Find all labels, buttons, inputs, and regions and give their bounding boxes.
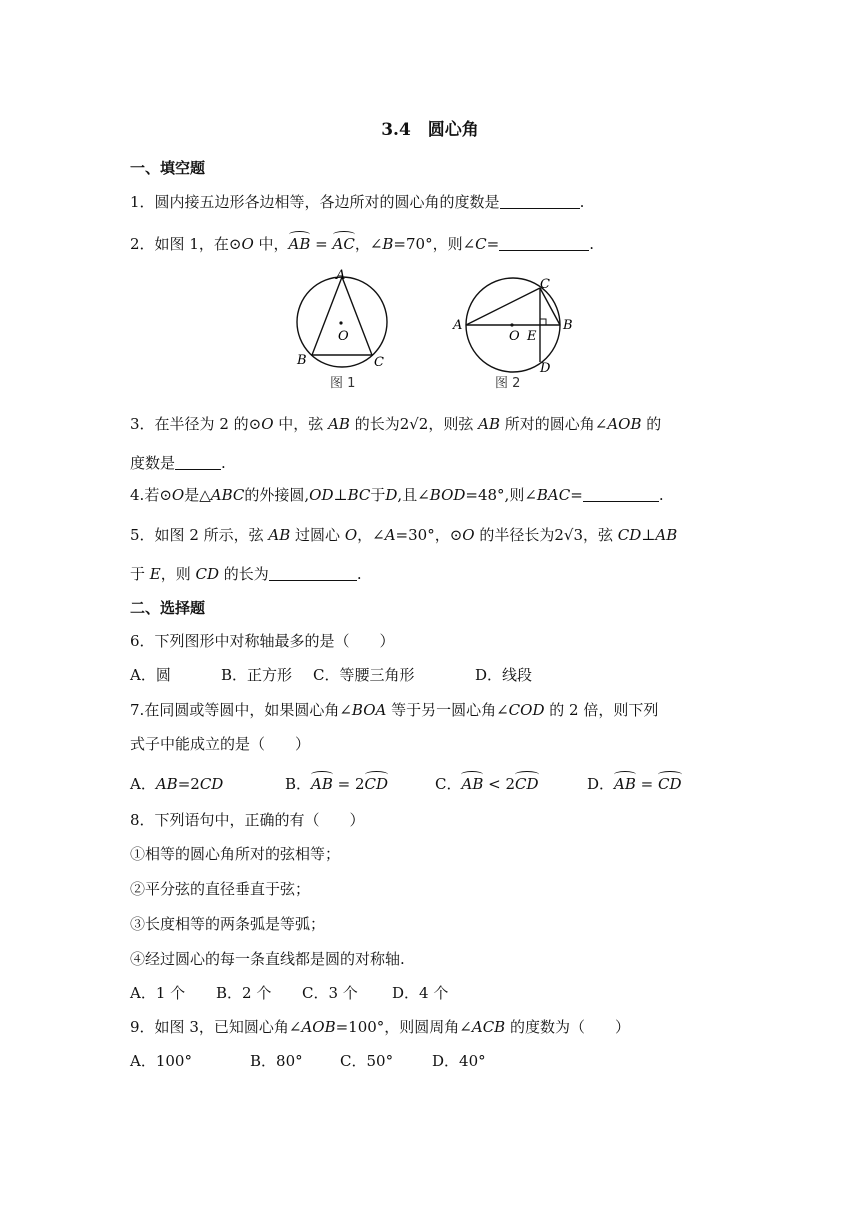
q5-text-7: ⊥ bbox=[641, 526, 656, 544]
q9-option-d: D．40° bbox=[432, 1052, 486, 1070]
q5-text-5: 的半径长为2 bbox=[474, 526, 564, 544]
q3-sqrt: √2 bbox=[409, 415, 429, 433]
q5-line-2-text-c: 的长为 bbox=[219, 565, 269, 583]
q4-text-2: 是△ bbox=[184, 486, 211, 504]
q8-statement-2: ②平分弦的直径垂直于弦； bbox=[130, 880, 311, 898]
question-3 bbox=[130, 413, 661, 434]
q7-option-d-arc-cd: CD bbox=[658, 775, 682, 793]
q7-option-c-label: C． bbox=[435, 775, 462, 793]
q3-text-5: 所对的圆心角∠ bbox=[499, 415, 608, 433]
q7-option-d-eq: = bbox=[635, 775, 658, 793]
q7-text-2: 等于另一圆心角∠ bbox=[386, 701, 509, 719]
q4-var-abc: ABC bbox=[210, 486, 245, 504]
q8-text: 下列语句中，正确的有（ ） bbox=[154, 811, 365, 829]
q9-option-a: A．100° bbox=[130, 1052, 192, 1070]
q4-text-6: ,且∠ bbox=[397, 486, 430, 504]
question-1 bbox=[130, 191, 584, 212]
q5-blank bbox=[269, 566, 357, 581]
q6-number: 6． bbox=[130, 632, 155, 650]
question-4 bbox=[130, 484, 664, 505]
q6-option-b: B．正方形 bbox=[221, 666, 293, 684]
q8-statement-3: ③长度相等的两条弧是等弧； bbox=[130, 915, 326, 933]
q2-arc-ac: AC bbox=[332, 235, 355, 253]
q2-equals: = bbox=[310, 235, 333, 253]
q8-option-b: B．2 个 bbox=[216, 984, 272, 1002]
fig1-center-dot bbox=[339, 321, 342, 324]
q7-option-b-eq: = 2 bbox=[332, 775, 365, 793]
question-5 bbox=[130, 524, 677, 545]
q9-number: 9． bbox=[130, 1018, 155, 1036]
q5-var-o-2: O bbox=[462, 526, 475, 544]
q7-option-a-eq: =2 bbox=[177, 775, 200, 793]
q2-number: 2． bbox=[130, 235, 155, 253]
q3-text-4: ，则弦 bbox=[428, 415, 479, 433]
question-6 bbox=[130, 630, 395, 651]
q8-option-d: D．4 个 bbox=[392, 984, 449, 1002]
q5-line-2-text-b: ，则 bbox=[160, 565, 196, 583]
q4-text-4: ⊥ bbox=[333, 486, 348, 504]
q3-text-1: 在半径为 2 的⊙ bbox=[154, 415, 262, 433]
q6-option-a: A．圆 bbox=[130, 666, 171, 684]
q5-var-a: A bbox=[384, 526, 396, 544]
q1-number: 1． bbox=[130, 193, 155, 211]
question-8 bbox=[130, 809, 365, 830]
q5-var-ab-2: AB bbox=[655, 526, 678, 544]
question-7 bbox=[130, 699, 658, 720]
fig1-caption: 图 1 bbox=[330, 376, 356, 391]
q7-option-b bbox=[285, 773, 435, 794]
q1-text: 圆内接五边形各边相等，各边所对的圆心角的度数是 bbox=[154, 193, 500, 211]
q5-var-e: E bbox=[149, 565, 161, 583]
q3-var-o: O bbox=[261, 415, 274, 433]
q3-blank bbox=[175, 455, 221, 470]
q5-var-o: O bbox=[344, 526, 358, 544]
figure-1 bbox=[290, 266, 400, 392]
fig2-label-o: O bbox=[509, 329, 520, 344]
fig1-label-o: O bbox=[338, 329, 349, 344]
q4-text-8: = bbox=[570, 486, 583, 504]
q9-text-3: 的度数为（ ） bbox=[505, 1018, 630, 1036]
question-2 bbox=[130, 233, 594, 254]
q7-var-boa: BOA bbox=[351, 701, 387, 719]
q5-var-cd: CD bbox=[617, 526, 642, 544]
question-6-options bbox=[130, 664, 532, 685]
question-3-line-2 bbox=[130, 452, 226, 473]
question-9-options bbox=[130, 1050, 486, 1071]
q7-option-d bbox=[587, 773, 682, 794]
q4-var-d: D bbox=[385, 486, 398, 504]
q7-option-d-label: D． bbox=[587, 775, 615, 793]
q7-number: 7. bbox=[130, 701, 145, 719]
q5-text-3: ，∠ bbox=[357, 526, 385, 544]
q7-option-b-arc-ab: AB bbox=[311, 775, 333, 793]
q2-text-2: 中， bbox=[253, 235, 289, 253]
q6-text: 下列图形中对称轴最多的是（ ） bbox=[154, 632, 395, 650]
question-8-options bbox=[130, 982, 448, 1003]
q7-option-a-cd: CD bbox=[199, 775, 224, 793]
q7-option-c-arc-ab: AB bbox=[461, 775, 484, 793]
q9-var-acb: ACB bbox=[471, 1018, 506, 1036]
fig2-right-angle-mark bbox=[540, 319, 546, 325]
q7-option-c-arc-cd: CD bbox=[515, 775, 539, 793]
q4-end: . bbox=[658, 486, 664, 504]
q3-text-3: 的长为2 bbox=[349, 415, 410, 433]
q8-statement-1: ①相等的圆心角所对的弦相等； bbox=[130, 845, 341, 863]
q7-line-2-text: 式子中能成立的是（ ） bbox=[130, 735, 311, 753]
fig2-chord-ac bbox=[466, 288, 540, 325]
question-7-line-2 bbox=[130, 733, 310, 754]
q7-option-b-arc-cd: CD bbox=[364, 775, 389, 793]
q1-blank bbox=[500, 194, 580, 209]
q3-var-ab: AB bbox=[328, 415, 350, 433]
q9-option-c: C．50° bbox=[340, 1052, 394, 1070]
q7-var-cod: COD bbox=[508, 701, 545, 719]
q8-statement-4: ④经过圆心的每一条直线都是圆的对称轴. bbox=[130, 950, 405, 968]
q4-text-3: 的外接圆, bbox=[244, 486, 310, 504]
q9-text-1: 如图 3，已知圆心角∠ bbox=[154, 1018, 302, 1036]
q4-var-bod: BOD bbox=[429, 486, 466, 504]
q4-text-1: 若⊙ bbox=[144, 486, 172, 504]
q7-option-a bbox=[130, 773, 285, 794]
q2-var-c: C bbox=[475, 235, 487, 253]
q9-var-aob: AOB bbox=[301, 1018, 336, 1036]
q4-var-od: OD bbox=[309, 486, 334, 504]
fig2-label-d: D bbox=[540, 361, 551, 376]
q5-text-2: 过圆心 bbox=[290, 526, 345, 544]
q7-option-b-label: B． bbox=[285, 775, 312, 793]
q7-option-c bbox=[435, 773, 587, 794]
fig1-label-b: B bbox=[297, 353, 307, 368]
q9-text-2: =100°，则圆周角∠ bbox=[335, 1018, 472, 1036]
q1-end: . bbox=[579, 193, 585, 211]
fig2-label-b: B bbox=[563, 318, 573, 333]
question-9 bbox=[130, 1016, 630, 1037]
fig1-label-c: C bbox=[374, 355, 384, 370]
q3-end: . bbox=[221, 454, 226, 472]
q7-option-c-eq: < 2 bbox=[483, 775, 515, 793]
q3-var-ab-2: AB bbox=[478, 415, 500, 433]
q3-line-2-text: 度数是 bbox=[130, 454, 176, 472]
q2-var-b: B bbox=[382, 235, 394, 253]
q5-text-1: 如图 2 所示，弦 bbox=[154, 526, 269, 544]
q2-var-o: O bbox=[241, 235, 254, 253]
q4-var-o: O bbox=[171, 486, 185, 504]
q4-var-bac: BAC bbox=[536, 486, 571, 504]
q5-var-ab: AB bbox=[268, 526, 291, 544]
q6-option-d: D．线段 bbox=[475, 666, 533, 684]
q4-number: 4. bbox=[130, 486, 145, 504]
question-5-line-2 bbox=[130, 563, 362, 584]
figure-2 bbox=[450, 266, 580, 392]
q2-text-3: ，∠ bbox=[354, 235, 383, 253]
q4-var-bc: BC bbox=[347, 486, 371, 504]
q8-option-a: A．1 个 bbox=[130, 984, 186, 1002]
fig2-center-dot bbox=[510, 323, 513, 326]
q7-text-3: 的 2 倍，则下列 bbox=[544, 701, 659, 719]
fig2-caption: 图 2 bbox=[495, 376, 521, 391]
q5-text-6: ，弦 bbox=[583, 526, 618, 544]
section-fill-in: 一、填空题 bbox=[130, 159, 206, 177]
q7-option-a-label: A． bbox=[130, 775, 156, 793]
q2-end: . bbox=[589, 235, 594, 253]
q7-option-d-arc-ab: AB bbox=[614, 775, 636, 793]
q6-option-c: C．等腰三角形 bbox=[313, 666, 415, 684]
q2-arc-ab: AB bbox=[288, 235, 311, 253]
q8-option-c: C．3 个 bbox=[302, 984, 358, 1002]
q5-end: . bbox=[356, 565, 362, 583]
q9-option-b: B．80° bbox=[250, 1052, 303, 1070]
question-7-options bbox=[130, 773, 682, 794]
q7-option-a-ab: AB bbox=[155, 775, 178, 793]
q7-text-1: 在同圆或等圆中，如果圆心角∠ bbox=[144, 701, 352, 719]
q2-text-4: =70°，则∠ bbox=[393, 235, 476, 253]
section-choice: 二、选择题 bbox=[130, 599, 206, 617]
q5-var-cd-2: CD bbox=[195, 565, 220, 583]
q5-sqrt: √3 bbox=[563, 526, 584, 544]
q4-blank bbox=[583, 487, 659, 502]
fig2-label-c: C bbox=[540, 277, 550, 292]
q5-line-2-text-a: 于 bbox=[130, 565, 150, 583]
q3-text-2: 中，弦 bbox=[273, 415, 329, 433]
q2-blank bbox=[499, 236, 589, 251]
q3-text-6: 的 bbox=[641, 415, 662, 433]
q3-number: 3． bbox=[130, 415, 155, 433]
fig1-label-a: A bbox=[336, 268, 346, 283]
q3-var-aob: AOB bbox=[607, 415, 642, 433]
fig2-label-a: A bbox=[453, 318, 463, 333]
q4-text-7: =48°,则∠ bbox=[465, 486, 537, 504]
fig2-label-e: E bbox=[527, 329, 537, 344]
q2-text-1: 如图 1，在⊙ bbox=[154, 235, 242, 253]
q4-text-5: 于 bbox=[370, 486, 386, 504]
q5-number: 5． bbox=[130, 526, 155, 544]
page-title: 3.4 圆心角 bbox=[381, 120, 479, 140]
q5-text-4: =30°，⊙ bbox=[395, 526, 463, 544]
q2-text-5: = bbox=[486, 235, 500, 253]
q8-number: 8． bbox=[130, 811, 155, 829]
